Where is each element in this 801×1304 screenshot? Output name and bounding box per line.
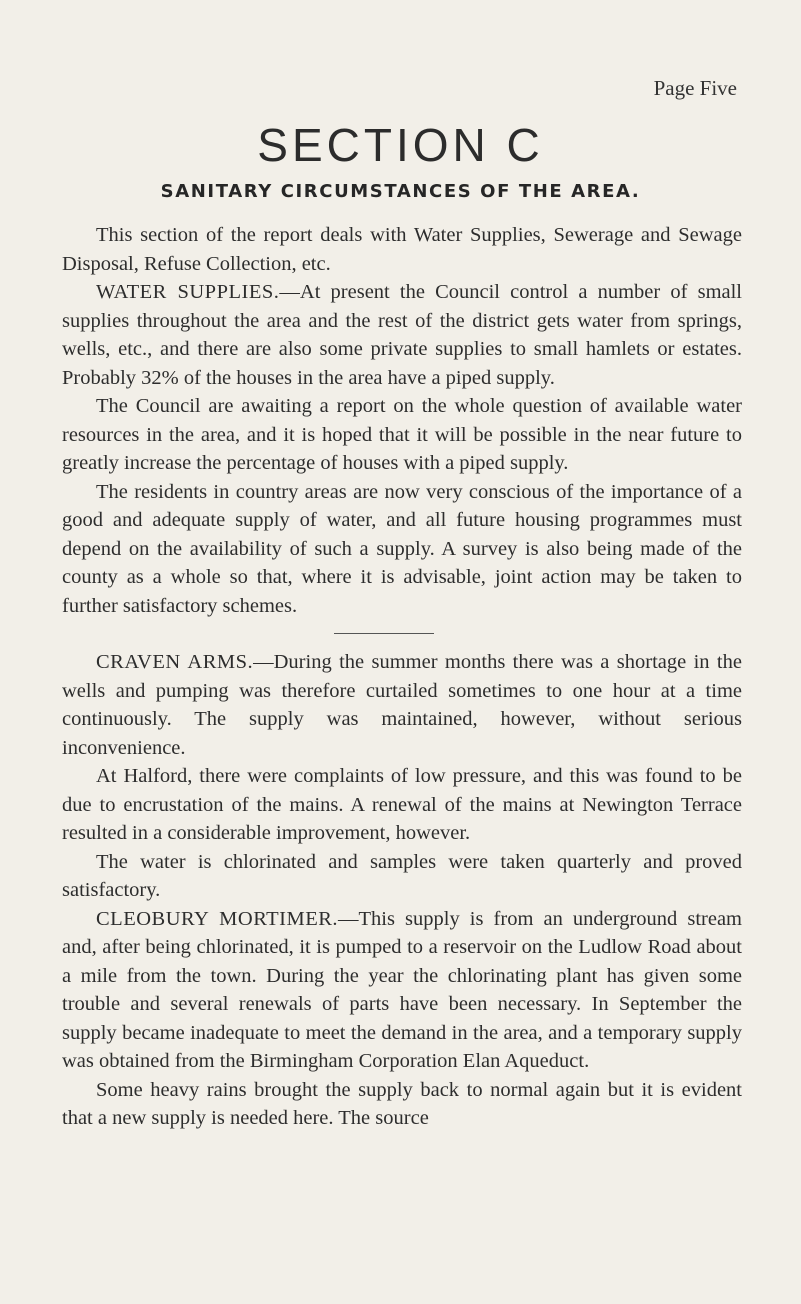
craven-arms-paragraph-3: The water is chlorinated and samples were taken quarterly and proved satisfactory.	[62, 850, 742, 901]
section-divider	[62, 620, 742, 648]
intro-paragraph: This section of the report deals with Water Supplies, Sewerage and Sewage Disposal, Refuse Collection, etc.	[62, 224, 742, 275]
cleobury-heading: CLEOBURY MORTIMER.	[96, 907, 339, 930]
page-number: Page Five	[653, 76, 737, 100]
craven-arms-heading: CRAVEN ARMS.	[96, 651, 254, 673]
craven-arms-paragraph-2: At Halford, there were complaints of low pressure, and this was found to be due to encrustation of the mains. A renewal of the mains at Newington Terrace resulted in a considerable improvement, however.	[62, 765, 742, 844]
section-subtitle: SANITARY CIRCUMSTANCES OF THE AREA.	[160, 181, 641, 202]
water-supplies-text-1: —At present the Council control a number of small supplies throughout the area and the rest of the district gets water from springs, wells, etc., and there are also some private supplies to small hamlets or estates. Probably 32% of the houses in the area have a piped supply.	[62, 281, 743, 389]
cleobury-paragraph-2: Some heavy rains brought the supply back to normal again but it is evident that a new supply is needed here. The source	[62, 1078, 742, 1129]
water-supplies-paragraph-2: The Council are awaiting a report on the whole question of available water resources in the area, and it is hoped that it will be possible in the near future to greatly increase the percentage of houses with a piped supply.	[62, 395, 742, 474]
water-supplies-paragraph-3: The residents in country areas are now very conscious of the importance of a good and adequate supply of water, and all future housing programmes must depend on the availability of such a supply. A survey is also being made of the county as a whole so that, where it is advisable, joint action may be taken to further satisfactory schemes.	[62, 480, 742, 617]
water-supplies-heading: WATER SUPPLIES.	[96, 281, 280, 303]
cleobury-paragraph-1	[62, 905, 742, 1076]
craven-arms-paragraph-1	[62, 648, 742, 762]
cleobury-text-1: —This supply is from an underground stream and, after being chlorinated, it is pumped to a reservoir on the Ludlow Road about a mile from the town. During the year the chlorinating plant has given some trouble and several renewals of parts have been necessary. In September the supply became inadequate to meet the demand in the area, and a temporary supply was obtained from the Birmingham Corporation Elan Aqueduct.	[62, 907, 742, 1072]
body-text	[62, 221, 742, 1133]
craven-arms-text-1: —During the summer months there was a shortage in the wells and pumping was therefore curtailed sometimes to one hour at a time continuously. The supply was maintained, however, without serious inconvenience.	[62, 651, 742, 759]
section-title: SECTION C	[257, 119, 544, 171]
water-supplies-paragraph-1	[62, 278, 742, 392]
